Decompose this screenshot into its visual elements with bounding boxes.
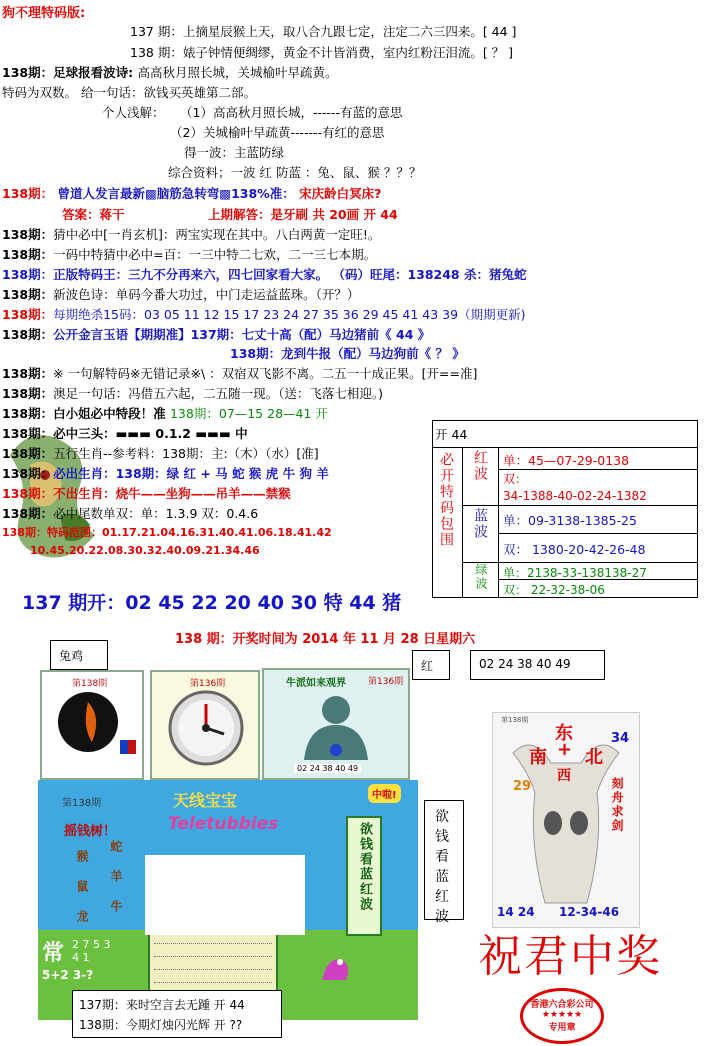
bottom-list — [72, 990, 282, 1038]
digit-grid: 2 7 5 3 4 1 — [72, 938, 111, 964]
bottom-line-138: 138期：今期灯烛闪光辉 开 ?? — [79, 1018, 243, 1032]
bottom-line-137: 137期：来时空言去无踵 开 44 — [79, 998, 245, 1012]
blue-double: 双： 1380-20-42-26-48 — [499, 534, 697, 563]
callout-numbers: 02 24 38 40 49 — [470, 650, 605, 680]
thumb-c-label: 第136期 — [368, 677, 404, 687]
green-wave-label: 绿波 — [463, 563, 499, 597]
skull-label: 第138期 — [501, 716, 529, 724]
riddle-question: 宋庆龄白冥床? — [299, 186, 382, 201]
summary-line: 综合资料；一波 红 防蓝 ：兔、鼠、猴 ？？？ — [168, 165, 422, 180]
zodiac-col-1: 猴 鼠 龙 — [75, 850, 89, 924]
blue-wave-label: 蓝波 — [463, 506, 499, 563]
riddle-text: 曾道人发言最新▩脑筋急转弯▩138%准： — [57, 186, 295, 201]
blessing-text: 祝君中奖 — [478, 931, 662, 982]
skull-34: 34 — [611, 731, 630, 746]
list-item: 10.45.20.22.08.30.32.40.09.21.34.46 — [30, 544, 260, 557]
red-double: 双： 34-1388-40-02-24-1382 — [499, 470, 697, 506]
image-thumb-c — [262, 668, 410, 780]
skull-image — [492, 712, 640, 928]
list-item: 138期：正版特码王：三九不分再来六，四七回家看大家。 （码）旺尾：138248 杀：猪兔蛇 — [2, 267, 527, 282]
odd-even-line: 特码为双数。 给一句话：欲钱买英雄第二部。 — [2, 85, 256, 100]
list-item: 138期：不出生肖：烧牛——坐狗——吊羊——禁猴 — [2, 486, 291, 501]
list-item: 138期：必中三头：▬▬▬ 0.1.2 ▬▬▬ 中 — [2, 426, 248, 441]
skull-east: 东 — [555, 723, 573, 744]
cross-mark: + — [557, 739, 573, 760]
list-item: 138期：必出生肖：138期：绿 红 + 马 蛇 猴 虎 牛 狗 羊 — [2, 466, 329, 481]
draw-time: 138 期：开奖时间为 2014 年 11 月 28 日星期六 — [175, 632, 476, 647]
chang-char: 常 — [42, 941, 65, 966]
stamp-stars: ★★★★★ — [541, 1010, 583, 1020]
official-stamp — [520, 988, 604, 1044]
stamp-sub: 专用章 — [548, 1023, 576, 1033]
list-item: 138期：※ 一句解特码※无错记录※\ ：双宿双飞影不离。二五一十成正果。[开==准] — [2, 366, 478, 381]
teletubbies-period: 第138期 — [62, 798, 102, 809]
zodiac-col-2: 蛇 羊 牛 — [109, 840, 123, 914]
skull-north: 北 — [585, 747, 603, 768]
result-137: 137 期开：02 45 22 20 40 30 特 44 猪 — [22, 592, 402, 614]
answer-label: 答案：蒋干 — [62, 207, 125, 222]
wave-table — [432, 420, 698, 598]
list-item: 138期：龙到牛报（配）马边狗前《 ？ 》 — [230, 346, 465, 361]
list-item: 138期：一码中特猜中必中=百：一三中特二七欢，二一三七本期。 — [2, 247, 377, 262]
stamp-text: 香港六合彩公司 — [530, 1000, 594, 1010]
list-item: 138期：澳足一句话：冯借五六起，二五随一现。（送：飞落七相迎。) — [2, 386, 383, 401]
red-single: 单：45—07-29-0138 — [499, 448, 697, 470]
table-left-label: 必开特码包围 — [433, 448, 463, 597]
riddle-line — [2, 184, 381, 202]
callout-hong: 红 — [412, 650, 450, 680]
skull-south: 南 — [529, 747, 547, 768]
poem-137: 137 期：上摘星辰猴上天，取八合九跟七定，注定二六三四来。[ 44 ] — [130, 24, 517, 39]
list-item: 138期：公开金言玉语【期期准】137期：七丈十高（配）马边猪前《 44 》 — [2, 327, 431, 342]
thumb-b-label: 第136期 — [190, 679, 226, 689]
blank-box — [145, 855, 305, 935]
last-answer: 上期解答：是牙刷 共 20画 开 44 — [208, 207, 398, 222]
image-thumb-a — [40, 670, 144, 780]
teletubbies-brand: Teletubbies — [168, 814, 279, 834]
blue-single: 单：09-3138-1385-25 — [499, 506, 697, 534]
callout-tuji: 兔鸡 — [50, 640, 108, 670]
skull-west: 西 — [557, 768, 571, 784]
green-double: 双： 22-32-38-06 — [503, 583, 605, 597]
skull-29: 29 — [513, 779, 532, 794]
list-item: 138期：五行生肖--参考料：138期：主:（木）（水）[准] — [2, 446, 319, 461]
list-item: 138期：新波色诗：单码今番大功过，中门走运益蓝珠。（开？） — [2, 287, 360, 302]
teletubbies-title: 天线宝宝 — [173, 791, 238, 810]
image-thumb-b — [150, 670, 260, 780]
football-poem — [2, 63, 337, 81]
football-poem-text: 高高秋月照长城，关城榆叶早疏黄。 — [137, 65, 338, 80]
skull-12-34-46: 12-34-46 — [559, 905, 620, 919]
green-single: 单：2138-33-138138-27 — [499, 563, 697, 580]
get-wave: 得一波：主蓝防绿 — [184, 145, 285, 160]
red-wave-label: 红波 — [463, 448, 499, 506]
list-item: 138期：特码范围：01.17.21.04.16.31.40.41.06.18.41.42 — [2, 526, 332, 539]
page-title: 狗不理特码版: — [2, 6, 86, 21]
skull-14-24: 14 24 — [497, 905, 535, 919]
personal-title: 个人浅解： — [102, 105, 165, 120]
poem-138: 138 期：婊子钟情便绸缪，黄金不计皆消费，室内红粉汪泪流。[ ？ ] — [130, 45, 514, 60]
personal-line-1: （1）高高秋月照长城，------有蓝的意思 — [180, 105, 403, 120]
callout-vertical: 欲钱看蓝红波 — [424, 800, 464, 920]
thumb-a-label: 第138期 — [72, 679, 108, 689]
formula: 5+2 3-? — [42, 968, 94, 982]
skull-side-text: 刻舟求剑 — [610, 777, 624, 833]
thumb-c-numbers: 02 24 38 40 49 — [294, 764, 361, 773]
thumb-c-title: 牛派如来观界 — [286, 678, 346, 689]
hit-badge: 中啦! — [368, 784, 401, 803]
wave-box: 欲钱看蓝红波 — [346, 816, 382, 936]
rooster-icon — [318, 950, 354, 984]
riddle-label: 138期： — [2, 186, 54, 201]
shake-tree-text: 摇钱树！ — [64, 824, 117, 839]
list-item: 138期：必中尾数单双：单：1.3.9 双：0.4.6 — [2, 506, 259, 521]
football-poem-label: 138期：足球报看波诗: — [2, 65, 134, 80]
table-head: 开 44 — [433, 421, 697, 448]
list-item: 138期：猜中必中[一肖玄机]：两宝实现在其中。八白两黄一定旺!。 — [2, 227, 381, 242]
list-item: 138期：每期绝杀15码：03 05 11 12 15 17 23 24 27 35 36 29 45 41 43 39（期期更新) — [2, 307, 526, 322]
personal-line-2: （2）关城榆叶早疏黄-------有红的意思 — [170, 125, 385, 140]
list-item: 138期：白小姐必中特段！准 138期：07—15 28—41 开 — [2, 406, 328, 421]
